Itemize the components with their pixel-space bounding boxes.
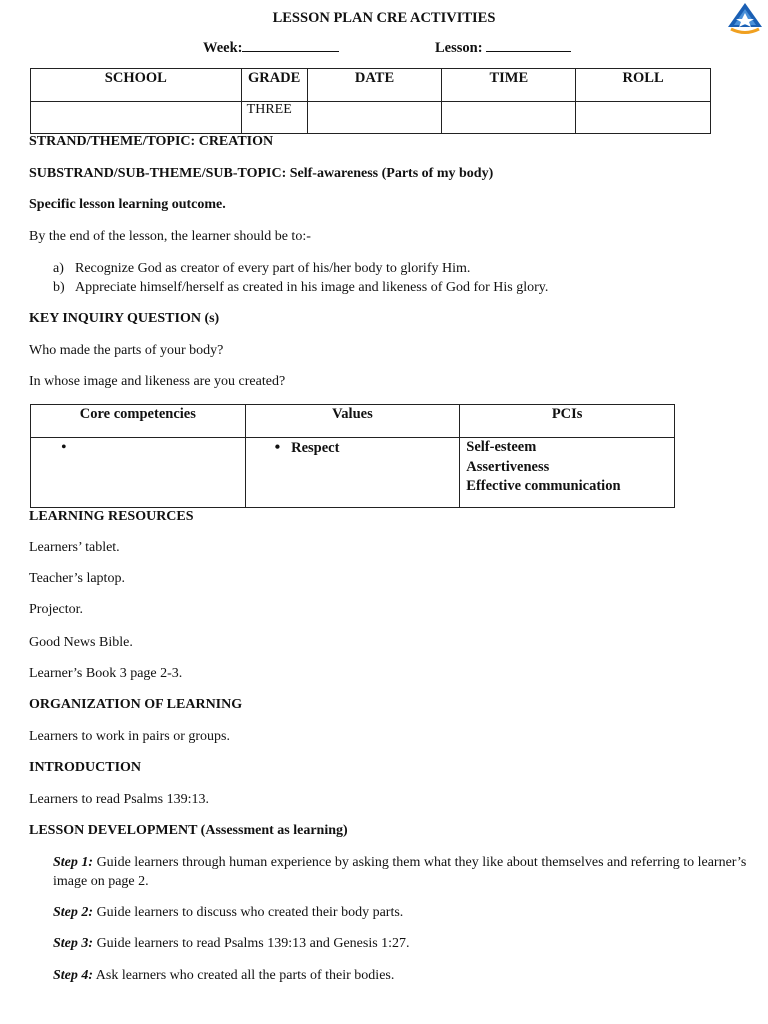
list-marker: b) (53, 280, 65, 295)
cell-school[interactable] (31, 102, 242, 134)
col-grade: GRADE (241, 69, 307, 102)
step-item (53, 935, 410, 953)
list-marker: a) (53, 261, 64, 276)
resource-item: Good News Bible. (29, 635, 133, 650)
col-core-competencies: Core competencies (31, 405, 246, 438)
step-label: Step 4: (53, 968, 94, 983)
col-pcis: PCIs (460, 405, 675, 438)
week-label: Week: (203, 40, 243, 56)
cell-pcis (460, 438, 675, 508)
values-item: Respect (291, 440, 340, 456)
step-label: Step 1: (53, 855, 94, 870)
step-item (53, 967, 394, 985)
step-item (53, 853, 753, 891)
step-item (53, 904, 403, 922)
cell-roll[interactable] (576, 102, 711, 134)
week-line (242, 38, 339, 52)
organization-heading: ORGANIZATION OF LEARNING (29, 697, 243, 712)
list-item (53, 259, 548, 278)
pci-item: Effective communication (466, 478, 621, 494)
col-date: DATE (307, 69, 442, 102)
bullet-icon (61, 440, 67, 456)
step-text: Guide learners to discuss who created their body parts. (93, 905, 404, 920)
pci-item: Assertiveness (466, 458, 550, 475)
development-heading: LESSON DEVELOPMENT (Assessment as learning) (29, 823, 348, 838)
col-time: TIME (442, 69, 576, 102)
substrand-heading: SUBSTRAND/SUB-THEME/SUB-TOPIC: Self-awareness (Parts of my body) (29, 166, 494, 181)
list-item-text: Appreciate himself/herself as created in his image and likeness of God for His glory. (75, 280, 549, 295)
list-item-text: Recognize God as creator of every part of his/her body to glorify Him. (75, 261, 471, 276)
info-table-header (31, 69, 711, 102)
resource-item: Learners’ tablet. (29, 540, 120, 555)
organization-text: Learners to work in pairs or groups. (29, 729, 231, 744)
cell-date[interactable] (307, 102, 442, 134)
cell-values (245, 438, 460, 508)
pci-item: Self-esteem (466, 439, 537, 455)
list-item (53, 278, 548, 297)
lesson-line (486, 38, 571, 52)
strand-heading: STRAND/THEME/TOPIC: CREATION (29, 134, 274, 149)
col-school: SCHOOL (31, 69, 242, 102)
outcome-heading: Specific lesson learning outcome. (29, 197, 226, 212)
col-values: Values (245, 405, 460, 438)
week-field[interactable] (203, 38, 339, 57)
bullet-icon (275, 440, 281, 456)
info-table (30, 68, 711, 134)
inquiry-heading: KEY INQUIRY QUESTION (s) (29, 311, 220, 326)
competency-table (30, 404, 675, 508)
cell-grade[interactable]: THREE (241, 102, 307, 134)
inquiry-question: Who made the parts of your body? (29, 343, 224, 358)
competency-table-header (31, 405, 675, 438)
step-text: Ask learners who created all the parts of their bodies. (93, 968, 395, 983)
col-roll: ROLL (576, 69, 711, 102)
resource-item: Learner’s Book 3 page 2-3. (29, 666, 183, 681)
info-table-row (31, 102, 711, 134)
resource-item: Teacher’s laptop. (29, 571, 125, 586)
resources-heading: LEARNING RESOURCES (29, 509, 194, 524)
step-text: Guide learners through human experience by asking them what they like about themselves and referring to learner’s image on page 2. (53, 855, 747, 889)
resource-item: Projector. (29, 602, 84, 617)
competency-table-row (31, 438, 675, 508)
cell-core-competencies (31, 438, 246, 508)
introduction-heading: INTRODUCTION (29, 760, 142, 775)
inquiry-question: In whose image and likeness are you created? (29, 374, 286, 389)
lesson-field[interactable] (435, 38, 571, 57)
introduction-text: Learners to read Psalms 139:13. (29, 792, 210, 807)
step-label: Step 2: (53, 905, 94, 920)
outcome-list (53, 259, 548, 297)
step-text: Guide learners to read Psalms 139:13 and Genesis 1:27. (93, 936, 410, 951)
triangle-star-logo (725, 0, 765, 36)
page-title: LESSON PLAN CRE ACTIVITIES (272, 10, 496, 26)
outcome-intro: By the end of the lesson, the learner should be to:- (29, 229, 311, 244)
cell-time[interactable] (442, 102, 576, 134)
lesson-label: Lesson: (435, 40, 483, 56)
step-label: Step 3: (53, 936, 94, 951)
